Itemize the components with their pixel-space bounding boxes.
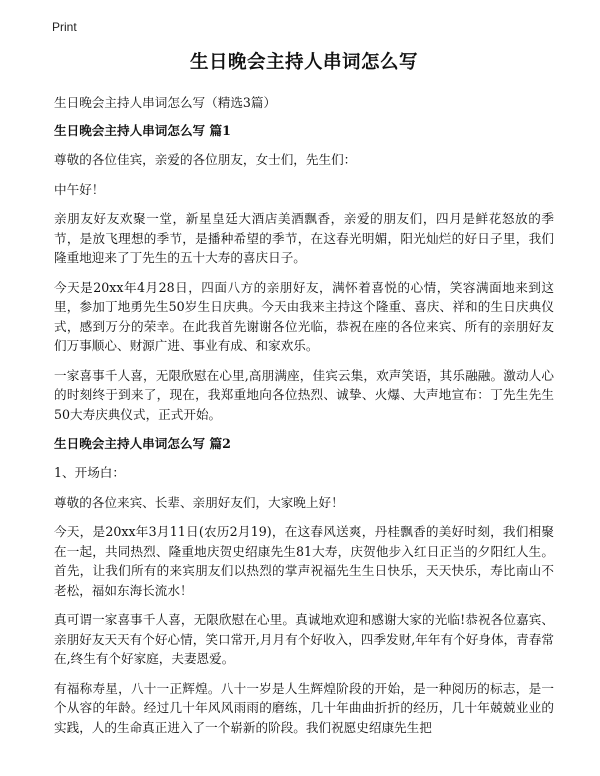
page-title: 生日晚会主持人串词怎么写: [189, 52, 418, 73]
print-link[interactable]: Print: [52, 20, 77, 34]
paragraph: 尊敬的各位佳宾，亲爱的各位朋友，女士们，先生们：: [54, 152, 357, 167]
paragraph: 亲朋友好友欢聚一堂，新星皇廷大酒店美酒飘香，亲爱的朋友们，四月是鲜花怒放的季节，是放飞理想的季节，是播种希望的季节，在这春光明媚，阳光灿烂的好日子里，我们隆重地迎来了丁先生的五十大寿的喜庆日子。: [54, 211, 554, 265]
paragraph: 中午好！: [54, 181, 105, 197]
paragraph: 今天，是20xx年3月11日(农历2月19)，在这春风送爽，丹桂飘香的美好时刻，我们相聚在一起，共同热烈、隆重地庆贺史绍康先生81大寿，庆贺他步入红日正当的夕阳红人生。首先，让我们所有的来宾朋友们以热烈的掌声祝福先生生日快乐，天天快乐，寿比南山不老松，福如东海长流水！: [54, 524, 554, 598]
paragraph: 今天是20xx年4月28日，四面八方的亲朋好友，满怀着喜悦的心情，笑容满面地来到这里，参加丁地勇先生50岁生日庆典。今天由我来主持这个隆重、喜庆、祥和的生日庆典仪式，感到万分的荣幸。在此我首先谢谢各位光临，恭祝在座的各位来宾、所有的亲朋好友们万事顺心、财源广进、事业有成、和家欢乐。: [54, 279, 554, 353]
paragraph: 尊敬的各位来宾、长辈、亲朋好友们，大家晚上好！: [54, 494, 344, 510]
section-heading: 生日晚会主持人串词怎么写 篇1: [54, 123, 231, 138]
paragraph: 有福称寿星，八十一正辉煌。八十一岁是人生辉煌阶段的开始，是一种阅历的标志，是一个从容的年龄。经过几十年风风雨雨的磨练，几十年曲曲折折的经历，几十年兢兢业业的实践，人的生命真正进入了一个崭新的阶段。我们祝愿史绍康先生把: [54, 680, 554, 735]
section-heading: 生日晚会主持人串词怎么写 篇2: [54, 436, 231, 451]
section-1: [54, 121, 554, 424]
paragraph: 一家喜事千人喜，无限欣慰在心里,高朋满座，佳宾云集，欢声笑语，其乐融融。激动人心的时刻终于到来了，现在，我郑重地向各位热烈、诚挚、火爆、大声地宣布：丁先生先生50大寿庆典仪式，正式开始。: [54, 367, 554, 422]
paragraph: 真可谓一家喜事千人喜，无限欣慰在心里。真诚地欢迎和感谢大家的光临!恭祝各位嘉宾、亲朋好友天天有个好心情，笑口常开,月月有个好收入，四季发财,年年有个好身体，青春常在,终生有个好家庭，夫妻恩爱。: [54, 612, 554, 666]
paragraph: 1、开场白：: [54, 465, 125, 480]
section-2: [54, 434, 554, 737]
document-subtitle: 生日晚会主持人串词怎么写（精选3篇）: [54, 95, 277, 110]
document-body: [54, 50, 554, 747]
